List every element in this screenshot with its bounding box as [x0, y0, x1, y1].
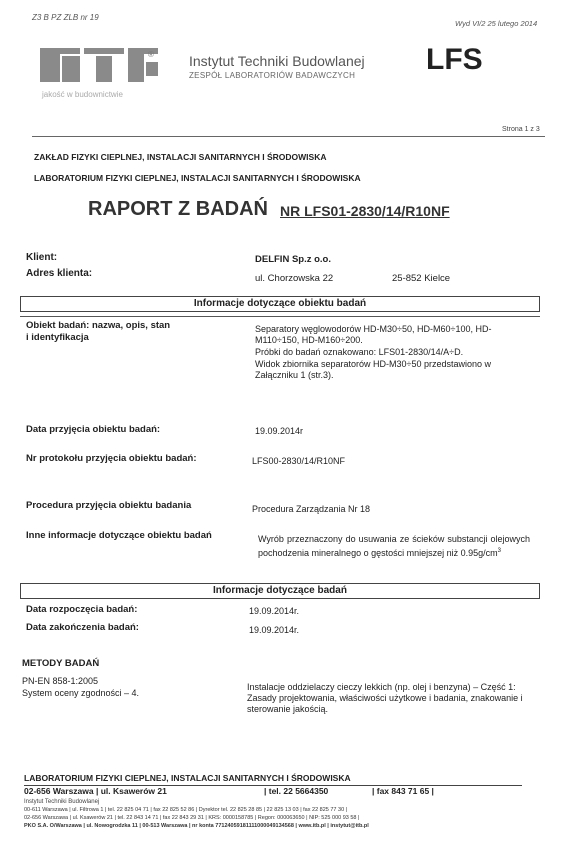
- laboratory-name: LABORATORIUM FIZYKI CIEPLNEJ, INSTALACJI SANITARNYCH I ŚRODOWISKA: [34, 173, 361, 183]
- received-date-label: Data przyjęcia obiektu badań:: [26, 424, 161, 435]
- object-description: Separatory węglowodorów HD-M30÷50, HD-M60÷100, HD-M110÷150, HD-M160÷200.: [255, 324, 492, 345]
- document-code: Z3 B PZ ZLB nr 19: [32, 13, 99, 22]
- start-date-label: Data rozpoczęcia badań:: [26, 604, 138, 615]
- object-label-line-1: Obiekt badań: nazwa, opis, stan: [26, 320, 171, 331]
- tests-section-heading: Informacje dotyczące badań: [20, 583, 540, 599]
- itb-logo: [40, 48, 152, 86]
- footer-line-ksawerow: 02-656 Warszawa | ul. Ksawerów 21 | tel. 22 843 14 71 | fax 22 843 29 31 | KRS: 0000158785 | Regon: 000063650 | NIP: 525 000 93 58 |: [24, 815, 360, 821]
- other-info-text: Wyrób przeznaczony do usuwania ze ścieków substancji olejowych pochodzenia mineralnego o gęstości mniejszej niż 0.95g/cm: [258, 534, 530, 558]
- procedure-label: Procedura przyjęcia obiektu badania: [26, 500, 192, 511]
- object-section-heading: Informacje dotyczące obiektu badań: [20, 296, 540, 312]
- end-date-value: 19.09.2014r.: [249, 625, 300, 635]
- footer-tel: | tel. 22 5664350: [264, 786, 329, 796]
- other-info-value: [258, 533, 530, 559]
- lfs-mark: LFS: [426, 43, 483, 76]
- received-date-value: 19.09.2014r: [255, 426, 304, 436]
- report-title: RAPORT Z BADAŃ: [88, 198, 268, 220]
- page-number: Strona 1 z 3: [502, 126, 540, 133]
- object-label-line-2: i identyfikacja: [26, 332, 89, 343]
- methods-standard: PN-EN 858-1:2005: [22, 676, 99, 686]
- end-date-label: Data zakończenia badań:: [26, 622, 139, 633]
- client-label: Klient:: [26, 252, 58, 263]
- header-divider: [32, 136, 545, 137]
- other-info-label: Inne informacje dotyczące obiektu badań: [26, 530, 212, 541]
- object-section-divider: [20, 316, 540, 317]
- start-date-value: 19.09.2014r.: [249, 606, 300, 616]
- methods-heading: METODY BADAŃ: [22, 658, 100, 669]
- object-marking: Próbki do badań oznakowano: LFS01-2830/14/A÷D.: [255, 347, 464, 357]
- client-name: DELFIN Sp.z o.o.: [255, 254, 331, 265]
- report-number: NR LFS01-2830/14/R10NF: [280, 203, 450, 219]
- footer-line-bank: PKO S.A. O/Warszawa | ul. Nowogrodzka 11 | 00-513 Warszawa | nr konta 77124059181111000049134568 | www.itb.pl | instytut@itb.pl: [24, 823, 369, 829]
- footer-lab-name: LABORATORIUM FIZYKI CIEPLNEJ, INSTALACJI SANITARNYCH I ŚRODOWISKA: [24, 773, 351, 783]
- methods-system: System oceny zgodności – 4.: [22, 688, 140, 698]
- client-city: 25-852 Kielce: [392, 273, 451, 284]
- logo-tagline: jakość w budownictwie: [42, 90, 123, 99]
- other-info-superscript: 3: [497, 548, 501, 554]
- institute-subtitle: ZESPÓŁ LABORATORIÓW BADAWCZYCH: [189, 71, 356, 80]
- client-street: ul. Chorzowska 22: [255, 273, 334, 284]
- department-name: ZAKŁAD FIZYKI CIEPLNEJ, INSTALACJI SANITARNYCH I ŚRODOWISKA: [34, 152, 327, 162]
- protocol-number-value: LFS00-2830/14/R10NF: [252, 456, 346, 466]
- procedure-value: Procedura Zarządzania Nr 18: [252, 504, 371, 514]
- edition-date: Wyd VI/2 25 lutego 2014: [455, 19, 538, 28]
- methods-description: Instalacje oddzielaczy cieczy lekkich (np. olej i benzyna) – Część 1: Zasady projektowania, właściwości użytkowe i badania, znakowanie i sterowanie jakością.: [247, 682, 523, 714]
- registered-mark: ®: [148, 50, 154, 59]
- object-view-note: Widok zbiornika separatorów HD-M30÷50 przedstawiono w Załączniku 1 (str.3).: [255, 359, 492, 380]
- footer-line-warsaw: 00-611 Warszawa | ul. Filtrowa 1 | tel. 22 825 04 71 | fax 22 825 52 86 | Dyrektor tel. 22 825 28 85 | 22 825 13 03 | fax 22 825 77 30 |: [24, 807, 348, 813]
- protocol-number-label: Nr protokołu przyjęcia obiektu badań:: [26, 453, 197, 464]
- client-address-label: Adres klienta:: [26, 268, 93, 279]
- institute-name: Instytut Techniki Budowlanej: [189, 53, 365, 69]
- footer-fax: | fax 843 71 65 |: [372, 786, 434, 796]
- footer-institute: Instytut Techniki Budowlanej: [24, 799, 100, 805]
- footer-address: 02-656 Warszawa | ul. Ksawerów 21: [24, 786, 167, 796]
